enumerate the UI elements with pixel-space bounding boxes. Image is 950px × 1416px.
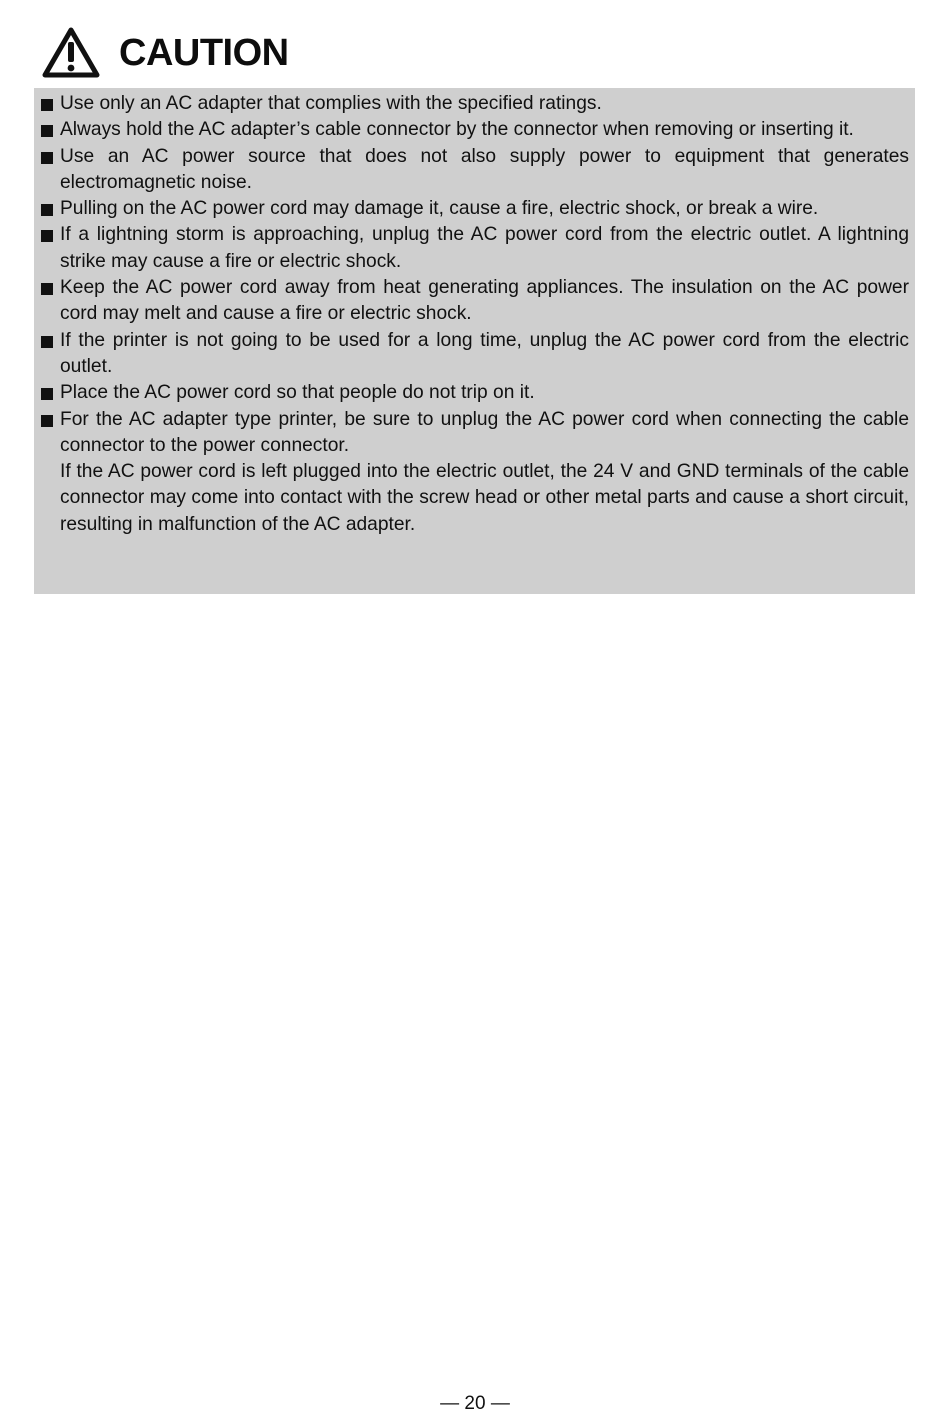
- square-bullet-icon: [41, 152, 53, 164]
- caution-text: Place the AC power cord so that people do not trip on it.: [60, 382, 535, 404]
- square-bullet-icon: [41, 204, 53, 216]
- caution-text: Use only an AC adapter that complies with the specified ratings.: [60, 93, 602, 114]
- caution-text-multi: For the AC adapter type printer, be sure to unplug the AC power cord when connecting the cable connector to the power connector. If the AC power cord is left plugged into the electric outlet, the 24 V and GND terminals of the cable connector may come into contact with the screw head or other metal parts and cause a short circuit, resulting in malfunction of the AC adapter.: [60, 408, 909, 535]
- caution-list: [40, 91, 909, 538]
- warning-triangle-icon: [40, 25, 102, 81]
- caution-item: [40, 222, 909, 275]
- square-bullet-icon: [41, 388, 53, 400]
- square-bullet-icon: [41, 125, 53, 137]
- caution-box: [34, 88, 915, 594]
- caution-text: If a lightning storm is approaching, unplug the AC power cord from the electric outlet. A lightning strike may cause a fire or electric shock.: [60, 224, 909, 272]
- square-bullet-icon: [41, 336, 53, 348]
- caution-text: Pulling on the AC power cord may damage it, cause a fire, electric shock, or break a wire.: [60, 198, 819, 220]
- caution-item: [40, 91, 909, 117]
- caution-heading: [40, 24, 289, 82]
- caution-item: [40, 407, 909, 538]
- caution-item: [40, 380, 909, 406]
- caution-text: If the printer is not going to be used for a long time, unplug the AC power cord from the electric outlet.: [60, 329, 909, 377]
- caution-item: [40, 196, 909, 222]
- caution-text: Always hold the AC adapter’s cable connector by the connector when removing or inserting it.: [60, 119, 854, 141]
- square-bullet-icon: [41, 283, 53, 295]
- caution-text: Use an AC power source that does not also supply power to equipment that generates electromagnetic noise.: [60, 145, 909, 193]
- caution-item: [40, 328, 909, 381]
- square-bullet-icon: [41, 99, 53, 111]
- caution-item: [40, 144, 909, 197]
- caution-text: Keep the AC power cord away from heat generating appliances. The insulation on the AC power cord may melt and cause a fire or electric shock.: [60, 277, 909, 325]
- square-bullet-icon: [41, 230, 53, 242]
- square-bullet-icon: [41, 415, 53, 427]
- caution-item: [40, 117, 909, 143]
- caution-item: [40, 275, 909, 328]
- page-title: CAUTION: [119, 32, 289, 74]
- page-number: — 20 —: [440, 1393, 510, 1414]
